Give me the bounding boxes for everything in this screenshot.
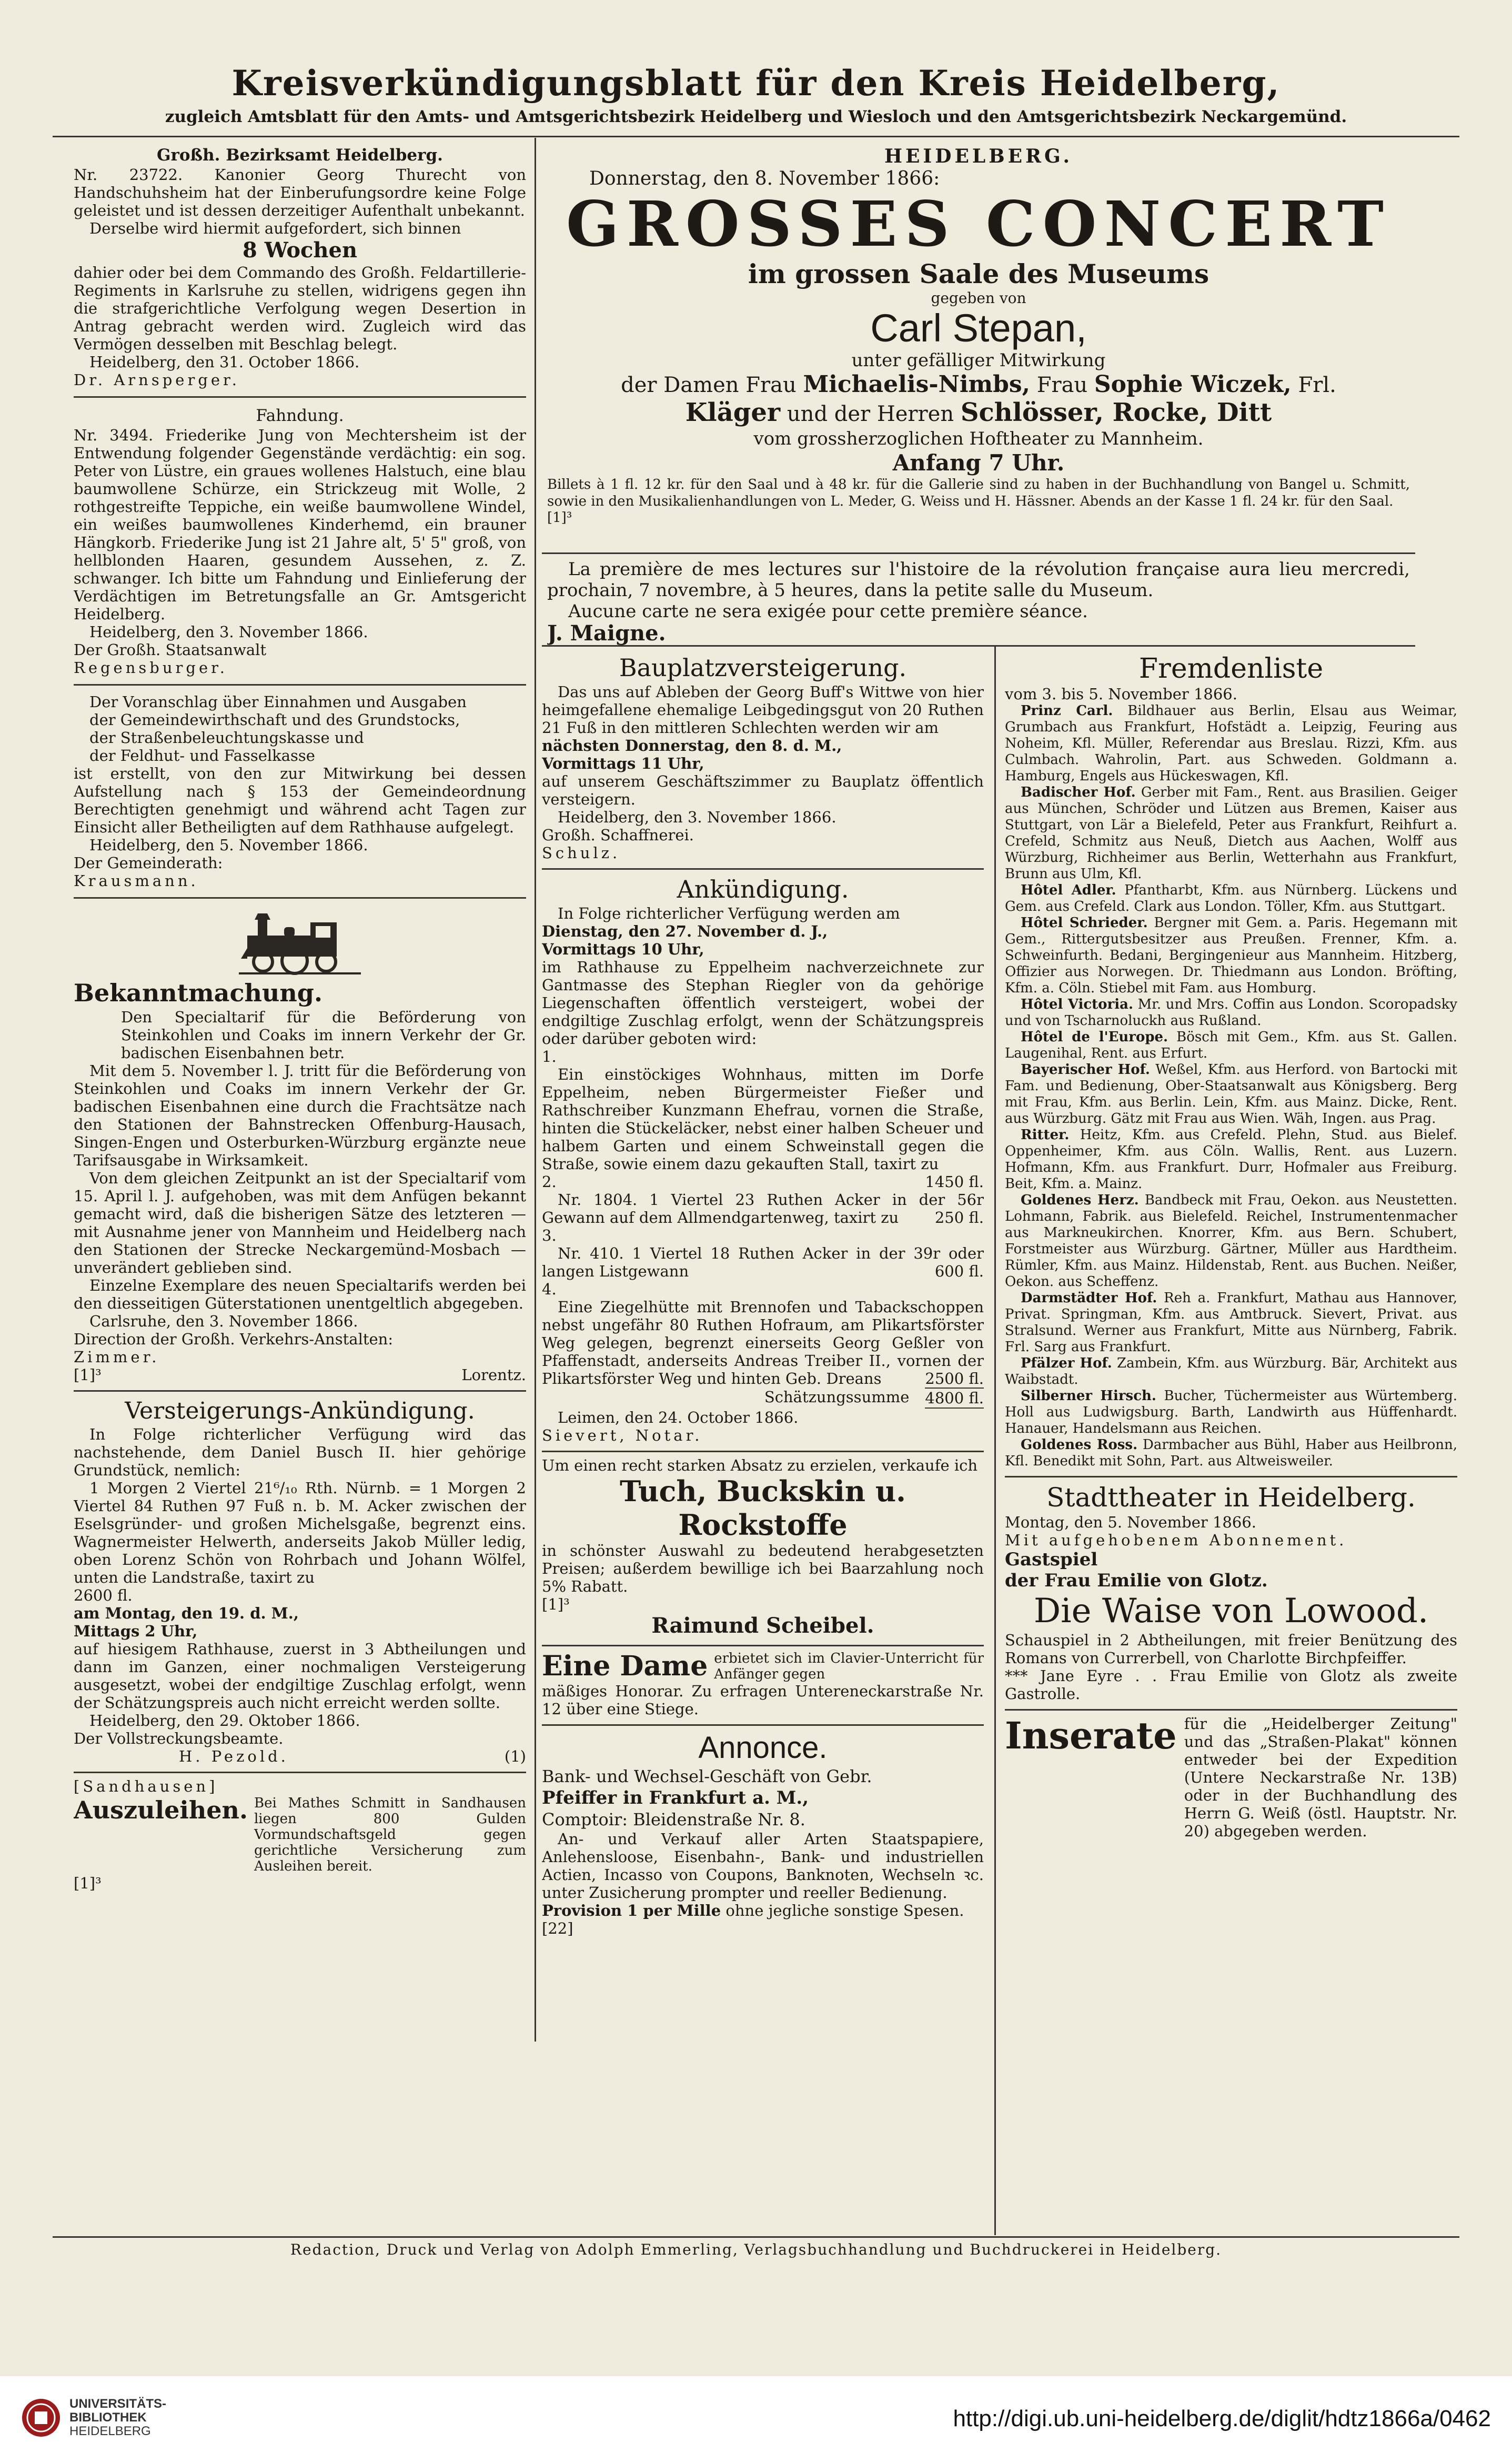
concert-line-a: der Damen Frau — [621, 373, 797, 397]
hotel-name: Badischer Hof. — [1021, 785, 1136, 800]
bauplatz-text: Das uns auf Ableben der Georg Buff's Wittwe von hier heimgefallene ehemalige Leibgedingsgut von 20 Ruthen 21 Fuß in den mittleren Schlechten werden wir am — [542, 683, 984, 737]
hotel-name: Ritter. — [1021, 1127, 1070, 1143]
hotel-guests: Bösch mit Gem., Kfm. aus St. Gallen. Laugenihal, Rent. aus Erfurt. — [1005, 1029, 1457, 1061]
divider — [74, 1390, 526, 1392]
concert-name-d: Schlösser, Rocke, Ditt — [960, 398, 1272, 427]
locomotive-icon — [237, 904, 363, 978]
notice1-text2: Derselbe wird hiermit aufgefordert, sich binnen — [89, 219, 461, 237]
right-column — [1005, 652, 1457, 2234]
lecture-text2: Aucune carte ne sera exigée pour cette première séance. — [568, 601, 1088, 622]
concert-given-by: gegeben von — [931, 289, 1026, 307]
hotel-name: Hôtel Adler. — [1021, 882, 1116, 898]
hotel-guests: Pfantharbt, Kfm. aus Nürnberg. Lückens und Gem. aus Crefeld. Clark aus London. Töller, Kfm. aus Stuttgart. — [1005, 882, 1457, 914]
concert-rule — [542, 552, 1415, 554]
concert-start: Anfang 7 Uhr. — [892, 450, 1065, 476]
imprint-rule — [53, 2236, 1459, 2238]
bauplatz-text2: auf unserem Geschäftszimmer zu Bauplatz öffentlich versteigern. — [542, 772, 984, 808]
bauplatz-date1: nächsten Donnerstag, den 8. d. M., — [542, 737, 842, 755]
concert-tickets: Billets à 1 fl. 12 kr. für den Saal und à 48 kr. für die Gallerie sind zu haben in der Buchhandlung von Bangel u. Schmitt, sowie in den Musikalienhandlungen von L. Meder, G. Weiss und H. Hässner. Abends an der Kasse 1 fl. 24 kr. für den Saal. — [547, 477, 1410, 509]
hotel-name: Pfälzer Hof. — [1021, 1355, 1112, 1371]
hotel-entry — [1005, 1062, 1457, 1127]
ankuendigung-sum: 4800 fl. — [925, 1388, 984, 1409]
notice4-sign3: Lorentz. — [461, 1366, 526, 1384]
notice5-date-line1: am Montag, den 19. d. M., — [74, 1604, 299, 1622]
notice3-sign2: Krausmann. — [74, 872, 199, 890]
concert-name-a: Michaelis-Nimbs, — [803, 371, 1030, 398]
lecture-notice — [547, 559, 1410, 645]
tuch-intro: Um einen recht starken Absatz zu erzielen, verkaufe ich — [542, 1456, 978, 1474]
notice5-sign1: Der Vollstreckungsbeamte. — [74, 1730, 284, 1747]
hotel-guests: Heitz, Kfm. aus Crefeld. Plehn, Stud. aus Bielef. Oppenheimer, Kfm. aus Cöln. Wallis, Rent. aus Luzern. Hofmann, Kfm. aus Frankfurt. Durr, Hofmaler aus Freiburg. Beit, Kfm. a. Mainz. — [1005, 1127, 1457, 1192]
theater-play: Die Waise von Lowood. — [1033, 1592, 1429, 1631]
divider — [1005, 1709, 1457, 1711]
notice3-item: der Straßenbeleuchtungskasse und — [89, 729, 364, 747]
notice5-date-line2: Mittags 2 Uhr, — [74, 1622, 198, 1640]
notice3-date: Heidelberg, den 5. November 1866. — [89, 836, 368, 854]
hotel-guests: Gerber mit Fam., Rent. aus Brasilien. Geiger aus München, Schröder und Lützen aus Bremen, Kaiser aus Stuttgart, von Lär a Bielefeld, Peter aus Frankfurt, Reihfurt a. Crefeld, Schmitz aus Neuß, Dietch aus Aachen, Wolff aus Würzburg, Richheimer aus Berlin, Wetterhahn aus Frankfurt, Brunn aus Ulm, Kfl. — [1005, 785, 1457, 882]
divider — [542, 1724, 984, 1726]
hotel-name: Darmstädter Hof. — [1021, 1290, 1157, 1306]
masthead-title: Kreisverkündigungsblatt für den Kreis Heidelberg, — [231, 63, 1281, 104]
hotel-entry — [1005, 785, 1457, 882]
bauplatz-sign1: Großh. Schaffnerei. — [542, 826, 694, 844]
notice1-date: Heidelberg, den 31. October 1866. — [89, 353, 360, 371]
notice2-sign1: Der Großh. Staatsanwalt — [74, 641, 267, 659]
theater-desc: Schauspiel in 2 Abtheilungen, mit freier Benützung des Romans von Currerbell, von Charlotte Birchpfeiffer. — [1005, 1631, 1457, 1667]
hotel-name: Silberner Hirsch. — [1021, 1388, 1156, 1404]
ankuendigung-item-num: 3. — [542, 1227, 557, 1244]
concert-line-c: Frl. — [1298, 373, 1336, 397]
concert-place: HEIDELBERG. — [884, 145, 1073, 167]
notice3-item: der Feldhut- und Fasselkasse — [89, 747, 315, 765]
ankuendigung-item-price: 1450 fl. — [925, 1173, 984, 1191]
hotel-entry — [1005, 1127, 1457, 1192]
notice6-text: Bei Mathes Schmitt in Sandhausen liegen 800 Gulden Vormundschaftsgeld gegen gerichtliche Versicherung zum Ausleihen bereit. — [254, 1795, 526, 1874]
hotel-list — [1005, 703, 1457, 1470]
hotel-entry — [1005, 703, 1457, 785]
notice2-text: Nr. 3494. Friederike Jung von Mechtersheim ist der Entwendung folgender Gegenstände verdächtig: ein sog. Peter von Lüstre, ein graues wollenes Halstuch, eine blau baumwollene Schürze, ein Strickzeug mit Wolle, 2 rothgestreifte Teppiche, ein weiße baumwollene Windel, ein weißes baumwollenes Kinderhemd, ein brauner Hängkorb. Friederike Jung ist 21 Jahre alt, 5' 5" groß, von hellblonden Haaren, gesundem Aussehen, z. Z. schwanger. Ich bitte um Fahndung und Einlieferung der Verdächtigen im Betretungsfalle an Gr. Amtsgericht Heidelberg. — [74, 426, 526, 623]
hotel-name: Goldenes Ross. — [1021, 1437, 1138, 1453]
inserate-heading: Inserate — [1005, 1714, 1177, 1757]
library-name — [69, 2397, 166, 2438]
hotel-guests: Zambein, Kfm. aus Würzburg. Bär, Architekt aus Waibstadt. — [1005, 1355, 1457, 1388]
locomotive-image — [74, 904, 526, 978]
library-logo — [21, 2397, 166, 2438]
ankuendigung-sum-label: Schätzungssumme — [764, 1388, 910, 1406]
hotel-guests: Weßel, Kfm. aus Herford. von Bartocki mit Fam. und Bedienung, Ober-Staatsanwalt aus Königsberg. Berg mit Frau, Kfm. aus Berlin. Lein, Kfm. aus Mainz. Dicke, Rent. aus Würzburg. Gätz mit Frau aus Wien. Wäh, Ingen. aus Prag. — [1005, 1062, 1457, 1127]
ankuendigung-item-num: 2. — [542, 1173, 557, 1191]
hotel-guests: Bandbeck mit Frau, Oekon. aus Neustetten. Lohmann, Fabrik. aus Bielefeld. Reichel, Instrumentenmacher aus Markneukirchen. Knorrer, Kfm. aus Bern. Schubert, Forstmeister aus Würzburg. Gärtner, Müller aus Hardtheim. Rümler, Kfm. aus Mainz. Hildenstab, Rent. aus Buchen. Neißer, Oekon. aus Scheffenz. — [1005, 1192, 1457, 1290]
column-rule-right — [994, 646, 996, 2235]
library-seal-icon — [21, 2398, 61, 2438]
annonce-last1: Provision 1 per Mille — [542, 1902, 721, 1919]
hotel-guests: Bergner mit Gem. a. Paris. Hegemann mit Gem., Rittergutsbesitzer aus Preußen. Frenner, Kfm. a. Schweinfurth. Bedani, Bergingenieur aus Mannheim. Hitzberg, Offizier aus Norwegen. Dr. Thiedmann aus London. Bröfting, Kfm. a. Cöln. Stiebel mit Fam. aus Homburg. — [1005, 915, 1457, 996]
ankuendigung-item-price: 600 fl. — [934, 1262, 984, 1280]
notice4-sign2: Zimmer. — [74, 1348, 160, 1366]
annonce-line3: Comptoir: Bleidenstraße Nr. 8. — [542, 1809, 805, 1829]
lecture-text: La première de mes lectures sur l'histoire de la révolution française aura lieu mercredi, prochain, 7 novembre, à 5 heures, dans la petite salle du Museum. — [547, 559, 1410, 601]
fremde-sub: vom 3. bis 5. November 1866. — [1005, 685, 1237, 703]
ankuendigung-item-num: 1. — [542, 1048, 557, 1065]
ankuendigung-item — [542, 1191, 984, 1227]
ankuendigung-heading: Ankündigung. — [677, 875, 849, 903]
hotel-name: Hôtel Schrieder. — [1021, 915, 1148, 931]
hotel-name: Bayerischer Hof. — [1021, 1062, 1150, 1078]
masthead-subtitle: zugleich Amtsblatt für den Amts- und Amtsgerichtsbezirk Heidelberg und Wiesloch und den Amtsgerichtsbezirk Neckargemünd. — [165, 107, 1347, 126]
theater-abo: Mit aufgehobenem Abonnement. — [1005, 1531, 1347, 1549]
notice4-sign1: Direction der Großh. Verkehrs-Anstalten: — [74, 1330, 394, 1348]
notice3-text: ist erstellt, von den zur Mitwirkung bei dessen Aufstellung nach § 153 der Gemeindeordnung Berechtigten genehmigt und während acht Tagen zur Einsicht aller Betheiligten auf dem Rathhause aufgelegt. — [74, 765, 526, 836]
concert-title: GROSSES CONCERT — [566, 187, 1391, 260]
concert-date: Donnerstag, den 8. November 1866: — [589, 168, 940, 189]
notice4-text3: Von dem gleichen Zeitpunkt an ist der Specialtarif vom 15. April l. J. aufgehoben, was mit dem Anfügen bekannt gemacht wird, daß die bisherigen Sätze des letzteren — mit Ausnahme jener von Mannheim und Heidelberg nach den Stationen der Strecke Neckargemünd-Mosbach — unverändert geblieben sind. — [74, 1169, 526, 1276]
divider — [542, 1645, 984, 1646]
hotel-entry — [1005, 1290, 1457, 1355]
annonce-last2: ohne jegliche sonstige Spesen. — [725, 1902, 964, 1919]
notice6-heading: Auszuleihen. — [74, 1796, 248, 1824]
divider — [74, 684, 526, 686]
notice2-heading: Fahndung. — [256, 406, 344, 425]
concert-ladies — [547, 371, 1410, 399]
divider — [74, 396, 526, 398]
hotel-name: Hôtel de l'Europe. — [1021, 1029, 1168, 1045]
notice1-sign: Dr. Arnsperger. — [74, 371, 240, 389]
column-rule-left — [535, 138, 536, 2042]
notice2-sign2: Regensburger. — [74, 659, 228, 677]
ankuendigung-item-num: 4. — [542, 1280, 557, 1298]
fremde-heading: Fremdenliste — [1138, 653, 1324, 685]
annonce-line2: Pfeiffer in Frankfurt a. M., — [542, 1787, 809, 1808]
notice4-date: Carlsruhe, den 3. November 1866. — [89, 1312, 358, 1330]
bauplatz-date: Heidelberg, den 3. November 1866. — [558, 808, 836, 826]
notice2-date: Heidelberg, den 3. November 1866. — [89, 623, 368, 641]
hotel-guests: Darmbacher aus Bühl, Haber aus Heilbronn, Kfl. Benedikt mit Sohn, Part. aus Altweisweiler. — [1005, 1437, 1457, 1469]
annonce-ref: [22] — [542, 1919, 573, 1937]
tuch-sign: Raimund Scheibel. — [651, 1613, 874, 1638]
notice6-place: [Sandhausen] — [74, 1777, 218, 1795]
ankuendigung-date: Leimen, den 24. October 1866. — [558, 1409, 799, 1426]
notice3-item: der Gemeindewirthschaft und des Grundstocks, — [89, 711, 460, 729]
bauplatz-date2: Vormittags 11 Uhr, — [542, 755, 704, 772]
hotel-entry — [1005, 997, 1457, 1029]
ankuendigung-item-text: Ein einstöckiges Wohnhaus, mitten im Dorfe Eppelheim, neben Bürgermeister Fießer und Rathschreiber Kunzmann Ehefrau, vornen die Straße, hinten die Stückeläcker, nebst einer halben Scheuer und halbem Garten und einem Schweinstall gegen die Straße, sowie einem dazu gekauften Stall, taxirt zu — [542, 1065, 984, 1173]
dame-body — [542, 1651, 984, 1682]
ankuendigung-item-text: Nr. 410. 1 Viertel 18 Ruthen Acker in der 39r oder langen Listgewann — [542, 1244, 984, 1280]
theater-date: Montag, den 5. November 1866. — [1005, 1513, 1256, 1531]
library-line2: BIBLIOTHEK — [69, 2410, 147, 2425]
ankuendigung-item-text: Nr. 1804. 1 Viertel 23 Ruthen Acker in der 56r Gewann auf dem Allmendgartenweg, taxirt zu — [542, 1191, 984, 1227]
notice1-text3: dahier oder bei dem Commando des Großh. Feldartillerie-Regiments in Karlsruhe zu stellen, widrigens gegen ihn die strafgerichtliche Verfolgung wegen Desertion in Antrag gebracht werden wird. Zugleich wird das Vermögen desselben mit Beschlag belegt. — [74, 264, 526, 353]
library-line1: UNIVERSITÄTS- — [69, 2397, 167, 2411]
hotel-entry — [1005, 915, 1457, 997]
divider — [74, 1772, 526, 1773]
concert-venue: im grossen Saale des Museums — [748, 258, 1209, 289]
permalink-url[interactable]: http://digi.ub.uni-heidelberg.de/diglit/hdtz1866a/0462 — [953, 2406, 1491, 2431]
ankuendigung-sign: Sievert, Notar. — [542, 1426, 703, 1444]
ankuendigung-item-price: 2500 fl. — [925, 1370, 984, 1388]
bauplatz-heading: Bauplatzversteigerung. — [619, 654, 907, 682]
hotel-name: Prinz Carl. — [1021, 703, 1113, 719]
annonce-line1: Bank- und Wechsel-Geschäft von Gebr. — [542, 1766, 872, 1786]
notice4-text2: Mit dem 5. November l. J. tritt für die Beförderung von Steinkohlen und Coaks im innern Verkehr der Gr. badischen Eisenbahnen eine durch die Frachtsätze nach den Stationen der Bahnstrecken Offenburg-Hausach, Singen-Engen und Osterburken-Würzburg ergänzte neue Tarifsausgabe in Wirksamkeit. — [74, 1062, 526, 1169]
notice4-footer — [74, 1366, 526, 1384]
notice4-heading: Bekanntmachung. — [74, 979, 322, 1007]
ankuendigung-item — [542, 1244, 984, 1280]
ankuendigung-text2: im Rathhause zu Eppelheim nachverzeichnete zur Gantmasse des Stephan Riegler von da gehörige Liegenschaften öffentlich versteigert, wobei der endgiltige Zuschlag erfolgt, wenn der Schätzungspreis oder darüber geboten wird: — [542, 958, 984, 1048]
hotel-entry — [1005, 1437, 1457, 1470]
ankuendigung-items — [542, 1048, 984, 1388]
concert-line-d: und der Herren — [787, 402, 954, 426]
notice5-date: Heidelberg, den 29. Oktober 1866. — [89, 1712, 360, 1730]
divider — [74, 897, 526, 899]
dame-heading: Eine Dame — [542, 1650, 708, 1682]
inserate-text: für die „Heidelberger Zeitung" und das „Straßen-Plakat" können entweder bei der Expedition (Untere Neckarstraße Nr. 13B) oder in der Buchhandlung des Herrn G. Weiß (östl. Hauptstr. Nr. 20) abgegeben werden. — [1184, 1715, 1457, 1840]
dame-text1: erbietet sich im Clavier-Unterricht für Anfänger gegen — [714, 1651, 984, 1682]
notice1-emph: 8 Wochen — [242, 238, 358, 263]
divider — [542, 868, 984, 870]
notice5-text3: auf hiesigem Rathhause, zuerst in 3 Abtheilungen und dann im Ganzen, einer nochmaligen Versteigerung ausgesetzt, wobei der endgiltige Zuschlag erfolgt, wenn der Schätzungspreis auch nicht erreicht werden sollte. — [74, 1640, 526, 1712]
annonce-heading: Annonce. — [698, 1731, 828, 1765]
lecture-sign: J. Maigne. — [547, 621, 666, 645]
hotel-guests: Bucher, Tüchermeister aus Würtemberg. Holl aus Ludwigsburg. Barth, Landwirth aus Hüffenhardt. Hanauer, Handelsmann aus Reichen. — [1005, 1388, 1457, 1436]
hotel-guests: Mr. und Mrs. Coffin aus London. Scoropadsky und von Tscharnoluckh aus Rußland. — [1005, 997, 1457, 1029]
notice5-text2: 1 Morgen 2 Viertel 21⁶/₁₀ Rth. Nürnb. = 1 Morgen 2 Viertel 84 Ruthen 97 Fuß n. b. M. Acker zwischen der Eselsgründer- und großen Michelsgaße, begrenzt eins. Wagnermeister Helwerth, anderseits Jakob Müller ledig, oben Lorenz Schön von Rohrbach und Johann Wölfel, unten die Landstraße, taxirt zu — [74, 1479, 526, 1586]
notice5-text1: In Folge richterlicher Verfügung wird das nachstehende, dem Daniel Busch II. hier gehörige Grundstück, nemlich: — [74, 1425, 526, 1479]
concert-name-b: Sophie Wiczek, — [1094, 371, 1292, 398]
inserate-body — [1005, 1715, 1457, 1840]
notice1-heading: Großh. Bezirksamt Heidelberg. — [157, 146, 443, 165]
ankuendigung-item — [542, 1298, 984, 1388]
tuch-heading: Tuch, Buckskin u. Rockstoffe — [620, 1474, 906, 1542]
imprint: Redaction, Druck und Verlag von Adolph Emmerling, Verlagsbuchhandlung und Buchdruckerei in Heidelberg. — [290, 2241, 1222, 2258]
concert-ref: [1]³ — [547, 510, 572, 526]
hotel-entry — [1005, 882, 1457, 915]
annonce-last — [542, 1902, 984, 1919]
dame-text2: mäßiges Honorar. Zu erfragen Untereneckarstraße Nr. 12 über eine Stiege. — [542, 1682, 984, 1718]
left-column — [74, 145, 526, 2234]
concert-line-b: Frau — [1036, 373, 1088, 397]
notice1-text: Nr. 23722. Kanonier Georg Thurecht von Handschuhsheim hat der Einberufungsordre keine Folge geleistet und ist dessen derzeitiger Aufenthalt unbekannt. — [74, 166, 526, 219]
hotel-entry — [1005, 1029, 1457, 1062]
concert-assist: unter gefälliger Mitwirkung — [851, 350, 1106, 371]
ankuendigung-sum-row — [542, 1388, 984, 1409]
notice5-heading: Versteigerungs-Ankündigung. — [125, 1398, 475, 1424]
notice4-ref: [1]³ — [74, 1366, 102, 1384]
notice3-sign1: Der Gemeinderath: — [74, 854, 223, 872]
notice5-ref: (1) — [504, 1747, 526, 1765]
ankuendigung-date2: Vormittags 10 Uhr, — [542, 940, 704, 958]
hotel-guests: Bildhauer aus Berlin, Elsau aus Weimar, Grumbach aus Frankfurt, Hofstädt a. Leipzig, Feuring aus Noheim, Kfl. Müller, Referendar aus Breslau. Rizzi, Kfm. aus Culmbach. Wahrolin, Part. aus Schweden. Goldmann a. Hamburg, Engels aus Hückeswagen, Kfl. — [1005, 703, 1457, 784]
masthead — [32, 62, 1480, 127]
ankuendigung-item-price: 250 fl. — [934, 1209, 984, 1227]
tuch-ref: [1]³ — [542, 1595, 570, 1613]
notice6-ref: [1]³ — [74, 1874, 102, 1892]
theater-heading: Stadttheater in Heidelberg. — [1046, 1482, 1416, 1513]
annonce-text: An- und Verkauf aller Arten Staatspapiere, Anlehensloose, Eisenbahn-, Bank- und industriellen Actien, Incasso von Coupons, Banknoten, Wechseln ꝛc. unter Zusicherung prompter und reeller Bedienung. — [542, 1830, 984, 1902]
ankuendigung-item-text: Eine Ziegelhütte mit Brennofen und Tabackschoppen nebst ungefähr 80 Ruthen Hofraum, am Plikartsförster Weg gelegen, begrenzt einerseits Georg Geßler von Pfaffenstadt, anderseits Andreas Treiber II., vornen der Plikartsförster Weg und hinten Geb. Dreans — [542, 1298, 984, 1388]
notice4-text1: Den Specialtarif für die Beförderung von Steinkohlen und Coaks im innern Verkehr der Gr. badischen Eisenbahnen betr. — [121, 1008, 526, 1062]
notice4-text4: Einzelne Exemplare des neuen Specialtarifs werden bei den diesseitigen Güterstationen unentgeltlich abgegeben. — [74, 1276, 526, 1312]
concert-court: vom grossherzoglichen Hoftheater zu Mannheim. — [753, 428, 1204, 449]
hotel-name: Hôtel Victoria. — [1021, 997, 1134, 1012]
middle-column — [542, 652, 984, 2234]
hotel-guests: Reh a. Frankfurt, Mathau aus Hannover, Privat. Springman, Kfm. aus Amtbruck. Sievert, Privat. aus Stralsund. Werner aus Frankfurt, Mitte aus Nürnberg, Fabrik. Frl. Sarg aus Frankfurt. — [1005, 1290, 1457, 1355]
hotel-entry — [1005, 1355, 1457, 1388]
ankuendigung-date1: Dienstag, den 27. November d. J., — [542, 922, 828, 940]
notice3-intro: Der Voranschlag über Einnahmen und Ausgaben — [89, 693, 467, 711]
theater-cast: *** Jane Eyre . . Frau Emilie von Glotz als zweite Gastrolle. — [1005, 1667, 1457, 1703]
notice5-price: 2600 fl. — [74, 1586, 133, 1604]
divider — [542, 1451, 984, 1452]
masthead-rule — [53, 136, 1459, 137]
bauplatz-sign2: Schulz. — [542, 844, 621, 862]
notice5-footer — [74, 1747, 526, 1765]
library-line3: HEIDELBERG — [69, 2424, 151, 2438]
divider — [1005, 1476, 1457, 1477]
theater-gast-name: der Frau Emilie von Glotz. — [1005, 1570, 1268, 1591]
library-footer — [0, 2376, 1512, 2463]
ankuendigung-item — [542, 1065, 984, 1191]
hotel-entry — [1005, 1388, 1457, 1437]
concert-performer: Carl Stepan, — [870, 306, 1087, 350]
notice6-body — [74, 1795, 526, 1874]
tuch-text: in schönster Auswahl zu bedeutend herabgesetzten Preisen; außerdem bewillige ich bei Baarzahlung noch 5% Rabatt. — [542, 1542, 984, 1595]
ankuendigung-text1: In Folge richterlicher Verfügung werden am — [558, 904, 900, 922]
hotel-name: Goldenes Herz. — [1021, 1192, 1139, 1208]
notice5-sign2: H. Pezold. — [179, 1747, 289, 1765]
concert-name-c: Kläger — [685, 398, 781, 427]
hotel-entry — [1005, 1192, 1457, 1290]
lecture-rule — [542, 645, 1415, 647]
theater-gast: Gastspiel — [1005, 1549, 1098, 1570]
concert-gentlemen — [547, 399, 1410, 428]
